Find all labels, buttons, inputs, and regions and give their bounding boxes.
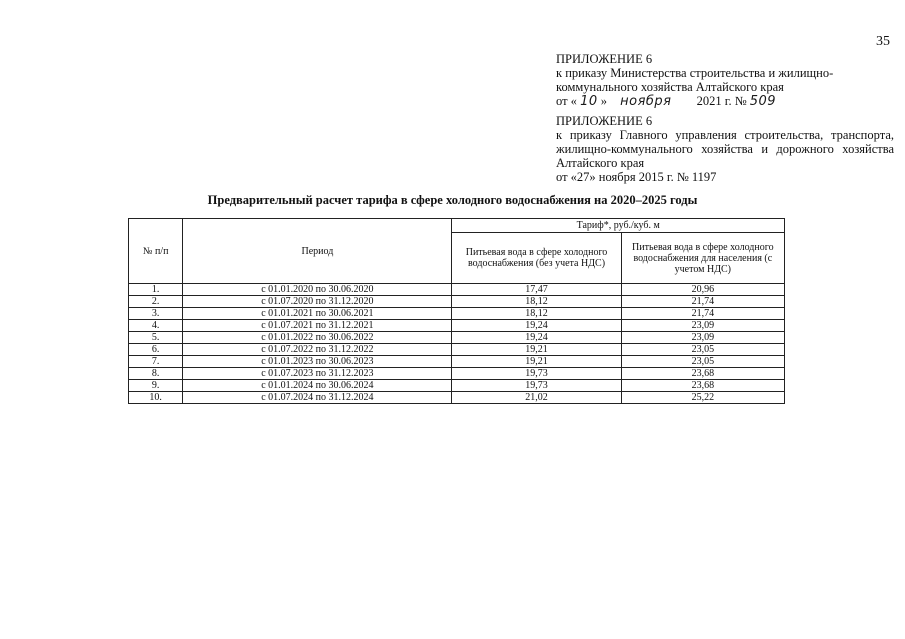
table-row <box>129 356 785 368</box>
appendix-current <box>556 52 886 109</box>
cell-num: 6. <box>129 344 183 356</box>
appendix-previous-title: ПРИЛОЖЕНИЕ 6 <box>556 114 653 128</box>
cell-num: 1. <box>129 284 183 296</box>
cell-period: с 01.07.2022 по 31.12.2022 <box>183 344 452 356</box>
cell-tariff-b: 23,05 <box>621 344 784 356</box>
table-header-row <box>129 219 785 233</box>
cell-period: с 01.01.2024 по 30.06.2024 <box>183 380 452 392</box>
appendix-previous-line3: Алтайского края <box>556 156 645 170</box>
table-row <box>129 284 785 296</box>
cell-tariff-a: 21,02 <box>452 392 621 404</box>
cell-period: с 01.01.2023 по 30.06.2023 <box>183 356 452 368</box>
cell-period: с 01.01.2020 по 30.06.2020 <box>183 284 452 296</box>
cell-tariff-b: 25,22 <box>621 392 784 404</box>
cell-tariff-b: 23,09 <box>621 320 784 332</box>
table-row <box>129 344 785 356</box>
cell-tariff-a: 19,73 <box>452 380 621 392</box>
cell-tariff-b: 23,05 <box>621 356 784 368</box>
cell-tariff-a: 18,12 <box>452 296 621 308</box>
handwritten-day: 10 <box>580 94 598 109</box>
handwritten-month: ноября <box>620 94 672 109</box>
appendix-current-date <box>556 94 886 109</box>
header-tariff: Тариф*, руб./куб. м <box>452 219 785 233</box>
table-row <box>129 320 785 332</box>
cell-num: 7. <box>129 356 183 368</box>
appendix-previous <box>556 114 894 184</box>
date-mid: » <box>600 94 607 108</box>
cell-tariff-b: 21,74 <box>621 308 784 320</box>
appendix-current-line1: к приказу Министерства строительства и жилищно- <box>556 66 834 80</box>
header-period: Период <box>183 219 452 284</box>
cell-tariff-a: 19,21 <box>452 356 621 368</box>
table-row <box>129 296 785 308</box>
cell-tariff-b: 23,09 <box>621 332 784 344</box>
handwritten-number: 509 <box>749 94 777 109</box>
tariff-table <box>128 218 785 404</box>
cell-tariff-a: 19,24 <box>452 320 621 332</box>
cell-tariff-b: 20,96 <box>621 284 784 296</box>
cell-tariff-a: 19,24 <box>452 332 621 344</box>
date-year: 2021 г. № <box>696 94 747 108</box>
cell-period: с 01.07.2023 по 31.12.2023 <box>183 368 452 380</box>
page-number: 35 <box>876 34 890 49</box>
cell-num: 10. <box>129 392 183 404</box>
appendix-previous-line4: от «27» ноября 2015 г. № 1197 <box>556 170 717 184</box>
header-col-b: Питьевая вода в сфере холодного водоснабжения для населения (с учетом НДС) <box>621 233 784 284</box>
cell-period: с 01.01.2021 по 30.06.2021 <box>183 308 452 320</box>
cell-tariff-a: 17,47 <box>452 284 621 296</box>
cell-period: с 01.07.2020 по 31.12.2020 <box>183 296 452 308</box>
cell-num: 5. <box>129 332 183 344</box>
header-col-a: Питьевая вода в сфере холодного водоснабжения (без учета НДС) <box>452 233 621 284</box>
cell-num: 8. <box>129 368 183 380</box>
cell-tariff-a: 18,12 <box>452 308 621 320</box>
appendix-previous-line1: к приказу Главного управления строительства, транспорта, <box>556 128 894 142</box>
cell-period: с 01.01.2022 по 30.06.2022 <box>183 332 452 344</box>
cell-num: 2. <box>129 296 183 308</box>
cell-tariff-a: 19,21 <box>452 344 621 356</box>
table-row <box>129 392 785 404</box>
cell-num: 4. <box>129 320 183 332</box>
table-row <box>129 368 785 380</box>
table-row <box>129 380 785 392</box>
document-title: Предварительный расчет тарифа в сфере холодного водоснабжения на 2020–2025 годы <box>207 193 698 207</box>
table-row <box>129 308 785 320</box>
cell-tariff-b: 23,68 <box>621 368 784 380</box>
cell-tariff-b: 21,74 <box>621 296 784 308</box>
cell-tariff-b: 23,68 <box>621 380 784 392</box>
date-prefix: от « <box>556 94 577 108</box>
appendix-previous-line2: жилищно-коммунального хозяйства и дорожного хозяйства <box>556 142 894 156</box>
cell-period: с 01.07.2021 по 31.12.2021 <box>183 320 452 332</box>
appendix-current-title: ПРИЛОЖЕНИЕ 6 <box>556 52 653 66</box>
table-row <box>129 332 785 344</box>
cell-num: 9. <box>129 380 183 392</box>
cell-period: с 01.07.2024 по 31.12.2024 <box>183 392 452 404</box>
cell-num: 3. <box>129 308 183 320</box>
appendix-current-line2: коммунального хозяйства Алтайского края <box>556 80 784 94</box>
header-num: № п/п <box>129 219 183 284</box>
cell-tariff-a: 19,73 <box>452 368 621 380</box>
